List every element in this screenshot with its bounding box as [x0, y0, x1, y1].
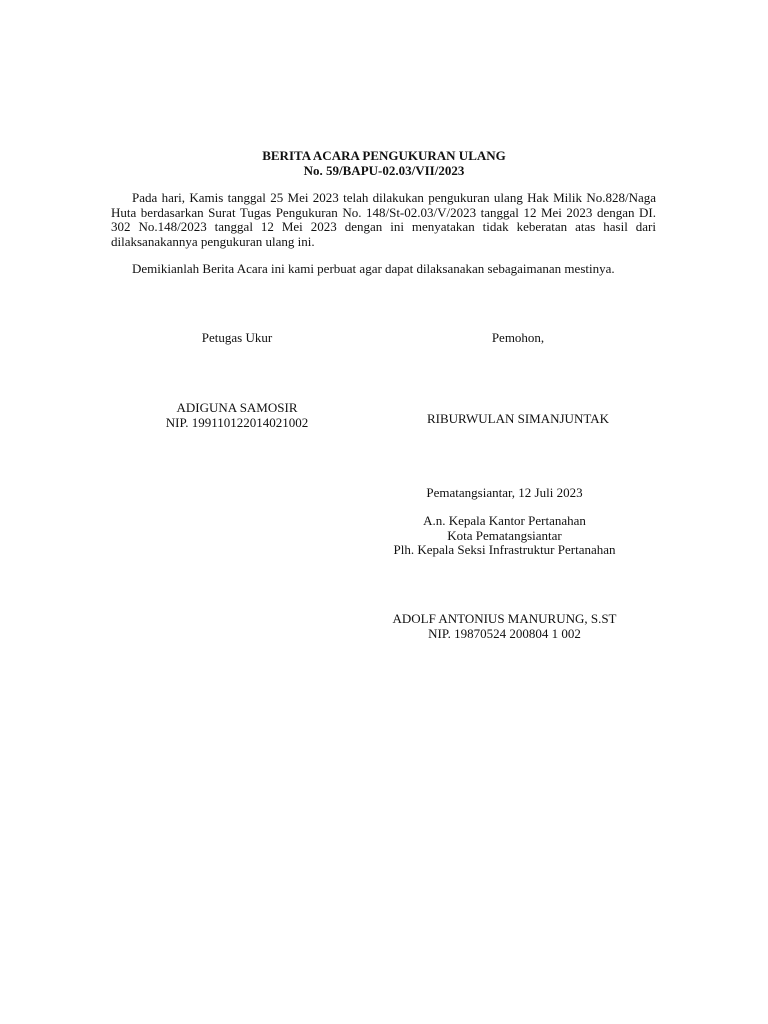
official-nip: NIP. 19870524 200804 1 002 [428, 625, 581, 641]
applicant-name: RIBURWULAN SIMANJUNTAK [426, 411, 610, 426]
document-title: BERITA ACARA PENGUKURAN ULANG [262, 148, 506, 163]
official-title-line3: Plh. Kepala Seksi Infrastruktur Pertanahan [393, 542, 616, 557]
official-title-block [352, 514, 657, 558]
statement-paragraph: Pada hari, Kamis tanggal 25 Mei 2023 telah dilakukan pengukuran ulang Hak Milik No.828/Naga Huta berdasarkan Surat Tugas Pengukuran No. 148/St-02.03/V/2023 tanggal 12 Mei 2023 dengan DI. 302 No.148/2023 tanggal 12 Mei 2023 dengan ini menyatakan tidak keberatan atas hasil dari dilaksanakannya pengukuran ulang ini. [111, 190, 656, 249]
official-signature-block [352, 612, 657, 641]
applicant-role: Pemohon, [491, 330, 545, 345]
closing-paragraph: Demikianlah Berita Acara ini kami perbuat agar dapat dilaksanakan sebagaimanan mestinya. [132, 261, 615, 276]
surveyor-role: Petugas Ukur [201, 330, 273, 345]
document-number: No. 59/BAPU-02.03/VII/2023 [303, 162, 465, 178]
official-title-line2: Kota Pematangsiantar [447, 527, 562, 543]
surveyor-nip: NIP. 199110122014021002 [165, 414, 309, 430]
place-date: Pematangsiantar, 12 Juli 2023 [426, 485, 583, 500]
surveyor-signature-block [137, 401, 337, 430]
document-header [0, 149, 768, 178]
surveyor-name: ADIGUNA SAMOSIR [176, 400, 298, 415]
official-title-line1: A.n. Kepala Kantor Pertanahan [423, 513, 586, 528]
official-name: ADOLF ANTONIUS MANURUNG, S.ST [392, 611, 617, 626]
